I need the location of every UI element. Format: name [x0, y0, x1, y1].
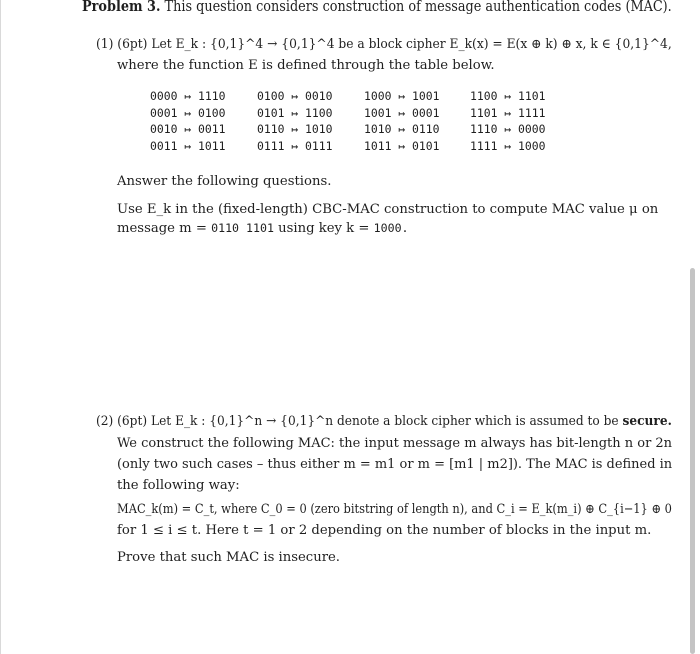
cipher-table-col-3: [364, 88, 439, 154]
problem-heading: [82, 0, 672, 15]
part1-line2: where the function E is defined through the table below.: [117, 58, 495, 73]
cipher-table-col-4: [470, 88, 545, 154]
problem-label: Problem 3.: [82, 0, 161, 15]
cipher-table-col-1: [150, 88, 225, 154]
part2-points: (6pt): [117, 414, 148, 429]
part2-main: Let E_k : {0,1}^n → {0,1}^n denote a block cipher which is assumed to be: [150, 414, 619, 429]
table-cell: 0101 ↦ 1100: [257, 105, 333, 120]
part1-math: E_k : {0,1}^4 → {0,1}^4 be a block cipher E_k(x) = E(x ⊕ k) ⊕ x, k ∈ {0,1}^4,: [175, 37, 672, 52]
part1-prefix: Let: [151, 37, 172, 52]
table-cell: 0001 ↦ 0100: [150, 105, 226, 120]
table-cell: 1000 ↦ 1001: [364, 89, 440, 103]
use-line-2-prefix: message m =: [117, 221, 207, 236]
part2-line1: [96, 411, 672, 432]
part2-number: (2): [96, 414, 114, 429]
mac-definition-line-1: MAC_k(m) = C_t, where C_0 = 0 (zero bitstring of length n), and C_i = E_k(m_i) ⊕ C_{i−1} ⊕ 0: [117, 502, 672, 517]
table-cell: 1010 ↦ 0110: [364, 122, 440, 136]
part2-line4: the following way:: [117, 478, 240, 493]
table-cell: 0100 ↦ 0010: [257, 89, 333, 103]
table-cell: 0010 ↦ 0011: [150, 122, 226, 136]
part1-number: (1): [96, 37, 114, 52]
table-cell: 1101 ↦ 1111: [470, 105, 546, 120]
table-cell: 1001 ↦ 0001: [364, 105, 440, 120]
part2-line2: We construct the following MAC: the input message m always has bit-length n or 2n: [117, 436, 673, 451]
table-cell: 1111 ↦ 1000: [470, 138, 546, 153]
part2-bold: secure.: [622, 414, 672, 429]
cipher-table-col-2: [257, 88, 332, 154]
table-cell: 0000 ↦ 1110: [150, 89, 226, 103]
key-value: 1000.: [373, 221, 409, 235]
part1-line1: [96, 34, 672, 55]
use-line-1: Use E_k in the (fixed-length) CBC-MAC construction to compute MAC value μ on: [117, 202, 659, 217]
mac-definition-line-2: for 1 ≤ i ≤ t. Here t = 1 or 2 depending on the number of blocks in the input m.: [117, 523, 652, 538]
message-value: 0110 1101: [211, 221, 274, 235]
answer-instruction: Answer the following questions.: [117, 174, 332, 189]
prove-instruction: Prove that such MAC is insecure.: [117, 550, 340, 565]
table-cell: 0110 ↦ 1010: [257, 122, 333, 136]
table-cell: 1011 ↦ 0101: [364, 138, 440, 153]
table-cell: 1110 ↦ 0000: [470, 122, 546, 136]
use-line-2-mid: using key k =: [278, 221, 370, 236]
table-cell: 0011 ↦ 1011: [150, 138, 226, 153]
table-cell: 1100 ↦ 1101: [470, 89, 546, 103]
page-edge-line: [0, 0, 1, 654]
part2-line3: (only two such cases – thus either m = m1 or m = [m1 | m2]). The MAC is defined in: [117, 457, 673, 472]
table-cell: 0111 ↦ 0111: [257, 138, 333, 153]
part1-points: (6pt): [117, 37, 148, 52]
use-line-2: [117, 218, 409, 239]
problem-intro: This question considers construction of message authentication codes (MAC).: [164, 0, 672, 15]
vertical-scrollbar[interactable]: [690, 268, 695, 654]
